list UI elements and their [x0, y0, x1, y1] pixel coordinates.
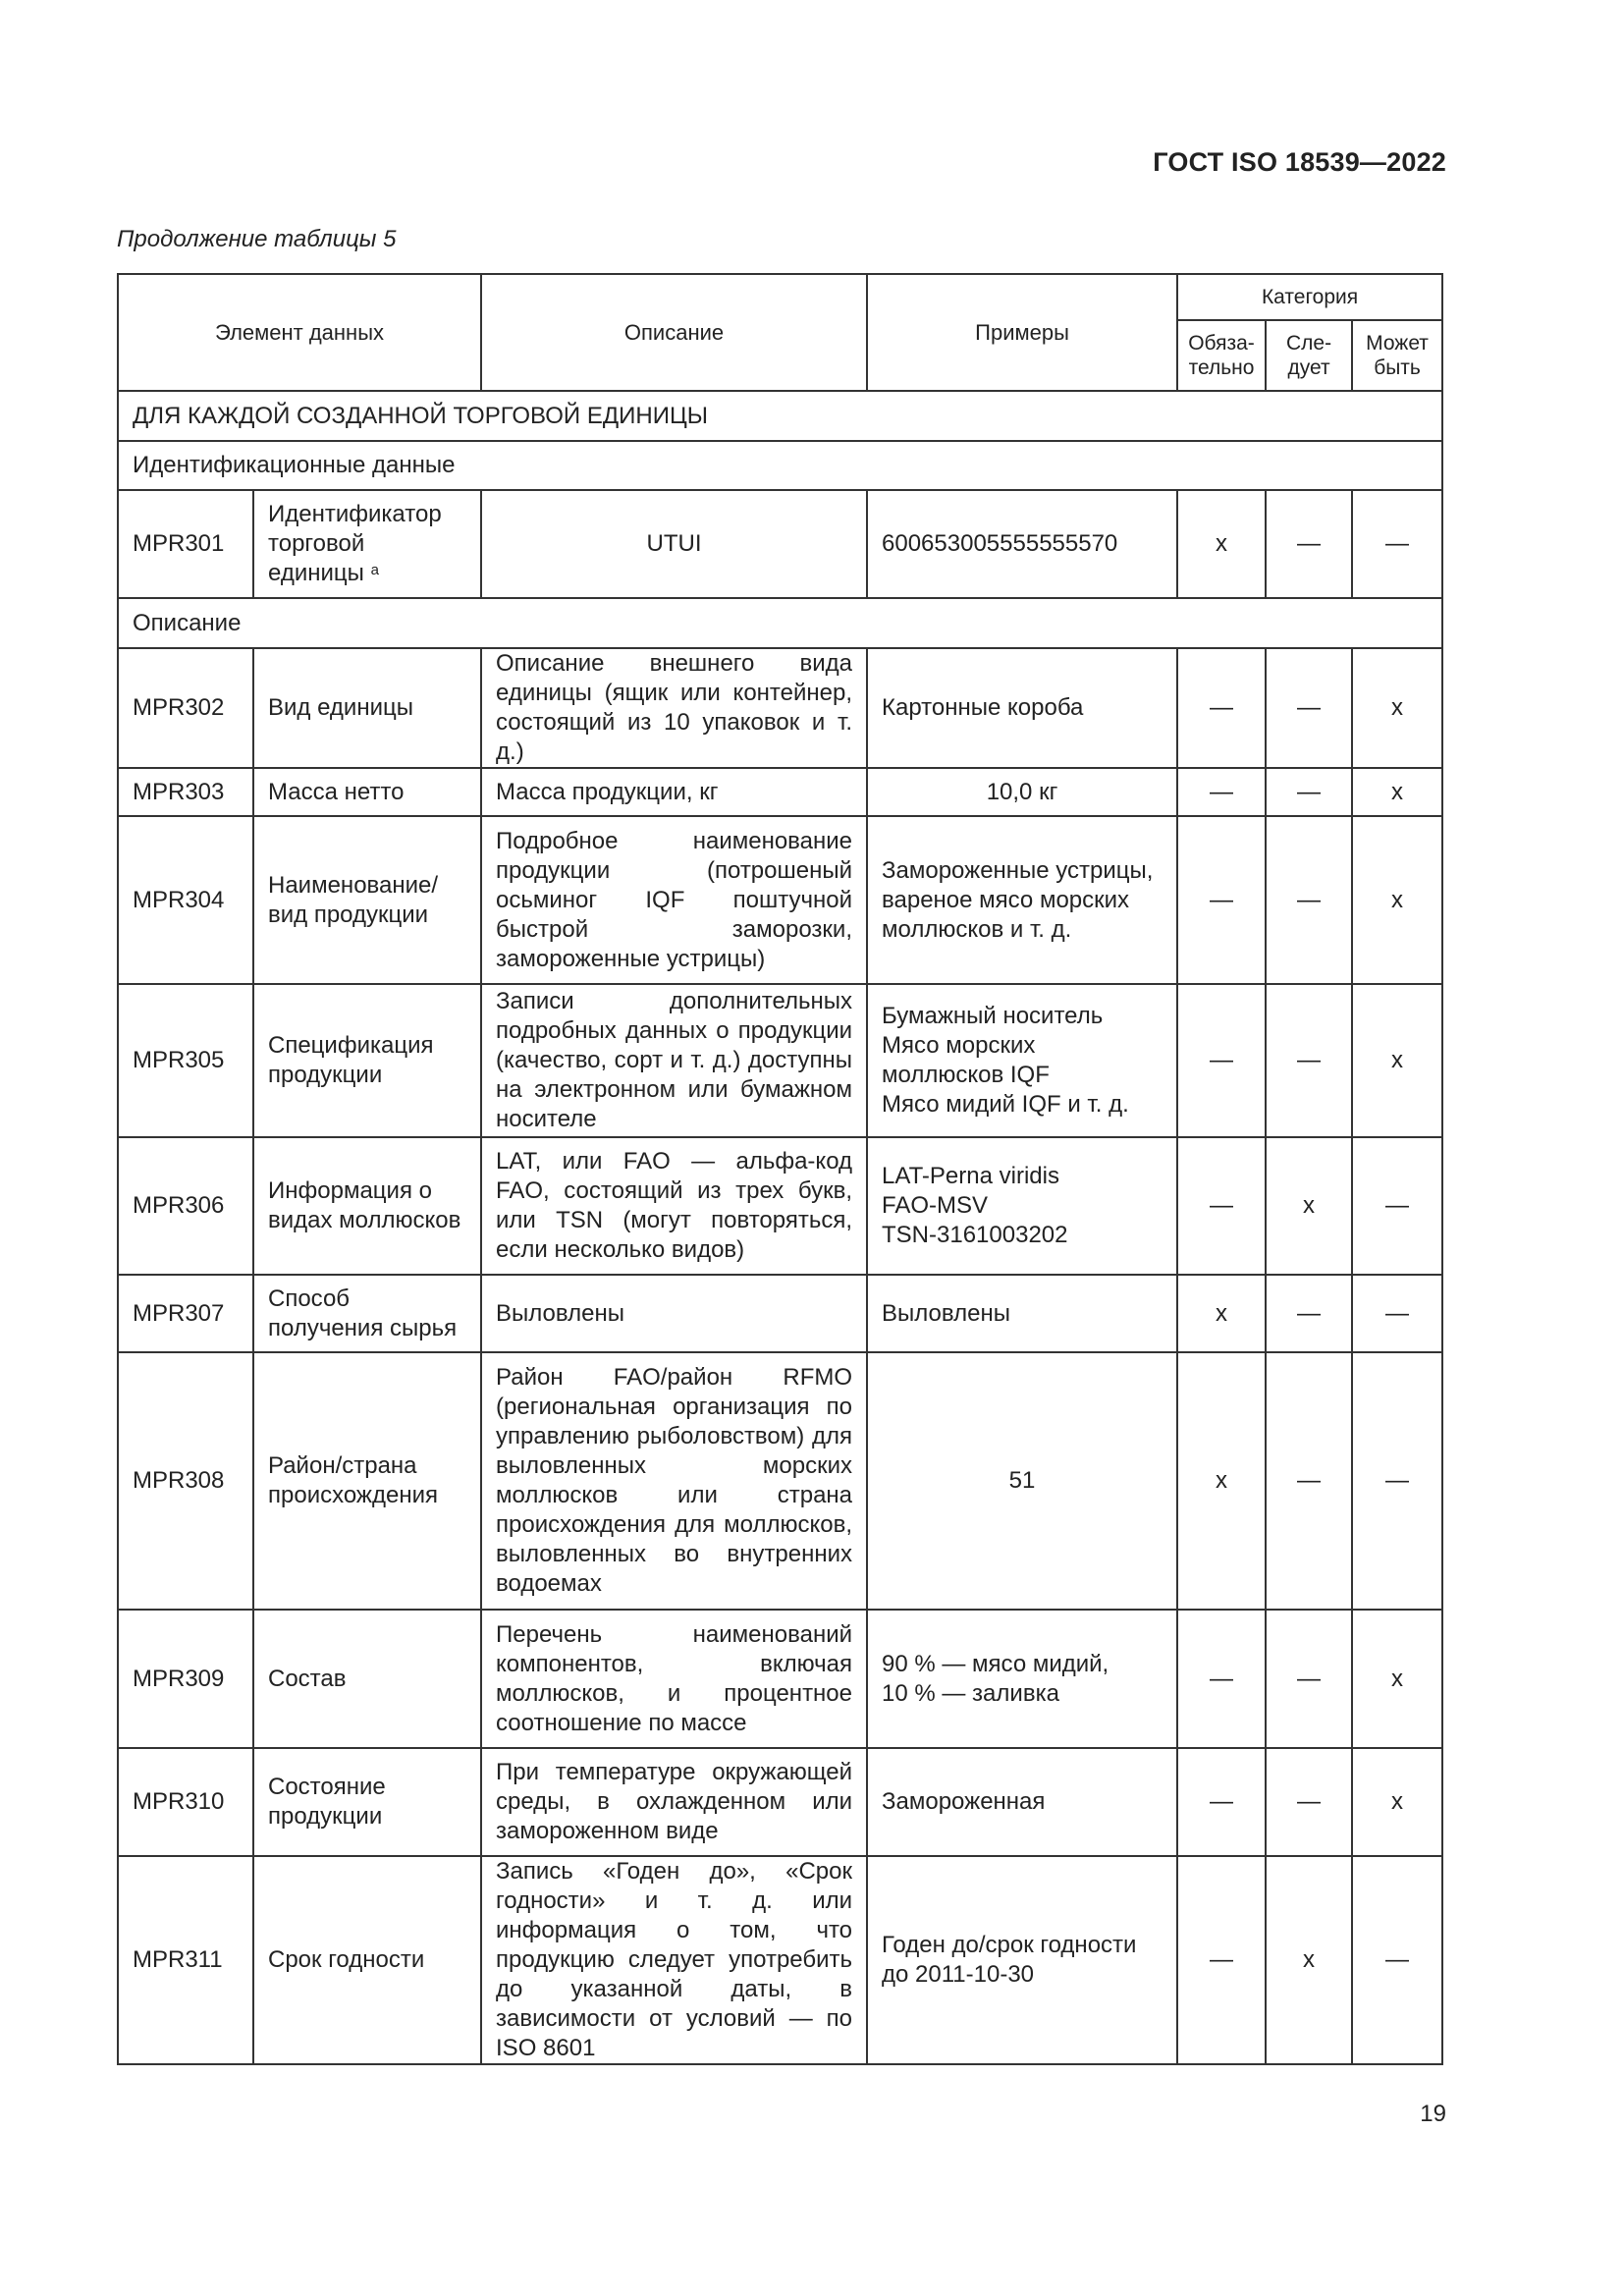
row-should: x — [1266, 1856, 1352, 2064]
row-mandatory: — — [1177, 1856, 1266, 2064]
table-row — [118, 1856, 1442, 2064]
row-name: Вид единицы — [253, 648, 481, 768]
row-example: Бумажный носитель Мясо морских моллюсков IQF Мясо мидий IQF и т. д. — [867, 984, 1177, 1137]
row-description: Перечень наименований компонентов, включая моллюсков, и процентное соотношение по массе — [481, 1610, 867, 1748]
row-name: Срок годности — [253, 1856, 481, 2064]
row-code: MPR306 — [118, 1137, 253, 1275]
row-code: MPR310 — [118, 1748, 253, 1856]
row-may: — — [1352, 1275, 1442, 1352]
table-row — [118, 984, 1442, 1137]
row-example: 51 — [867, 1352, 1177, 1610]
row-mandatory: x — [1177, 1352, 1266, 1610]
section-row — [118, 391, 1442, 441]
footnote-marker: a — [370, 562, 379, 578]
row-code: MPR308 — [118, 1352, 253, 1610]
row-may: — — [1352, 1137, 1442, 1275]
row-example: Выловлены — [867, 1275, 1177, 1352]
row-may: — — [1352, 1856, 1442, 2064]
table-row — [118, 648, 1442, 768]
row-code: MPR303 — [118, 768, 253, 816]
header-may: Может быть — [1352, 320, 1442, 391]
header-should: Сле- дует — [1266, 320, 1352, 391]
row-should: — — [1266, 1275, 1352, 1352]
row-description: Выловлены — [481, 1275, 867, 1352]
row-name-text: Идентификатор торговой единицы — [268, 501, 442, 586]
group-row — [118, 441, 1442, 490]
row-code: MPR307 — [118, 1275, 253, 1352]
row-mandatory: — — [1177, 816, 1266, 984]
header-mandatory: Обяза- тельно — [1177, 320, 1266, 391]
row-example: Замороженная — [867, 1748, 1177, 1856]
row-name: Район/страна происхождения — [253, 1352, 481, 1610]
data-table — [117, 273, 1443, 2065]
row-should: x — [1266, 1137, 1352, 1275]
row-name: Масса нетто — [253, 768, 481, 816]
row-mandatory: — — [1177, 768, 1266, 816]
row-description: Масса продукции, кг — [481, 768, 867, 816]
table-row — [118, 1352, 1442, 1610]
row-should: — — [1266, 984, 1352, 1137]
row-code: MPR311 — [118, 1856, 253, 2064]
row-should: — — [1266, 768, 1352, 816]
row-code: MPR309 — [118, 1610, 253, 1748]
table-row — [118, 1748, 1442, 1856]
row-description: LAT, или FAO — альфа-код FAO, состоящий из трех букв, или TSN (могут повторяться, если несколько видов) — [481, 1137, 867, 1275]
row-should: — — [1266, 490, 1352, 598]
group-row — [118, 598, 1442, 648]
row-code: MPR301 — [118, 490, 253, 598]
table-row — [118, 816, 1442, 984]
row-name: Информация о видах моллюсков — [253, 1137, 481, 1275]
header-row — [118, 274, 1442, 320]
row-mandatory: — — [1177, 1610, 1266, 1748]
row-description: UTUI — [481, 490, 867, 598]
row-mandatory: x — [1177, 490, 1266, 598]
row-may: x — [1352, 816, 1442, 984]
row-description: При температуре окружающей среды, в охлажденном или замороженном виде — [481, 1748, 867, 1856]
header-examples: Примеры — [867, 274, 1177, 391]
row-mandatory: — — [1177, 1137, 1266, 1275]
standard-header: ГОСТ ISO 18539—2022 — [1153, 147, 1446, 177]
row-example: LAT-Perna viridis FAO-MSV TSN-3161003202 — [867, 1137, 1177, 1275]
row-should: — — [1266, 816, 1352, 984]
row-should: — — [1266, 1352, 1352, 1610]
row-code: MPR305 — [118, 984, 253, 1137]
header-category: Категория — [1177, 274, 1442, 320]
row-name: Состав — [253, 1610, 481, 1748]
table-row — [118, 1275, 1442, 1352]
row-description: Район FAO/район RFMO (региональная организация по управлению рыболовством) для выловленных морских моллюсков или страна происхождения для моллюсков, выловленных во внутренних водоемах — [481, 1352, 867, 1610]
row-name: Спецификация продукции — [253, 984, 481, 1137]
row-description: Подробное наименование продукции (потрошеный осьминог IQF поштучной быстрой заморозки, замороженные устрицы) — [481, 816, 867, 984]
section-title: ДЛЯ КАЖДОЙ СОЗДАННОЙ ТОРГОВОЙ ЕДИНИЦЫ — [118, 391, 1442, 441]
table-row — [118, 1137, 1442, 1275]
table-row — [118, 1610, 1442, 1748]
row-name: Способ получения сырья — [253, 1275, 481, 1352]
row-example: 600653005555555570 — [867, 490, 1177, 598]
group-title: Описание — [118, 598, 1442, 648]
table-row — [118, 490, 1442, 598]
row-name — [253, 490, 481, 598]
row-may: x — [1352, 984, 1442, 1137]
header-description: Описание — [481, 274, 867, 391]
row-may: — — [1352, 490, 1442, 598]
row-should: — — [1266, 648, 1352, 768]
row-may: x — [1352, 648, 1442, 768]
row-mandatory: — — [1177, 984, 1266, 1137]
page-number: 19 — [1420, 2101, 1446, 2127]
table-caption: Продолжение таблицы 5 — [117, 226, 397, 252]
row-name: Наименование/ вид продукции — [253, 816, 481, 984]
row-code: MPR302 — [118, 648, 253, 768]
row-should: — — [1266, 1610, 1352, 1748]
row-description: Записи дополнительных подробных данных о продукции (качество, сорт и т. д.) доступны на электронном или бумажном носителе — [481, 984, 867, 1137]
group-title: Идентификационные данные — [118, 441, 1442, 490]
row-description: Описание внешнего вида единицы (ящик или контейнер, состоящий из 10 упаковок и т. д.) — [481, 648, 867, 768]
row-example: Замороженные устрицы, вареное мясо морских моллюсков и т. д. — [867, 816, 1177, 984]
row-name: Состояние продукции — [253, 1748, 481, 1856]
row-may: x — [1352, 768, 1442, 816]
row-should: — — [1266, 1748, 1352, 1856]
row-example: Годен до/срок годности до 2011-10-30 — [867, 1856, 1177, 2064]
header-element: Элемент данных — [118, 274, 481, 391]
row-may: — — [1352, 1352, 1442, 1610]
row-mandatory: — — [1177, 648, 1266, 768]
row-example: 90 % — мясо мидий, 10 % — заливка — [867, 1610, 1177, 1748]
row-description: Запись «Годен до», «Срок годности» и т. д. или информация о том, что продукцию следует употребить до указанной даты, в зависимости от условий — по ISO 8601 — [481, 1856, 867, 2064]
row-example: Картонные короба — [867, 648, 1177, 768]
row-may: x — [1352, 1610, 1442, 1748]
row-mandatory: — — [1177, 1748, 1266, 1856]
row-code: MPR304 — [118, 816, 253, 984]
row-mandatory: x — [1177, 1275, 1266, 1352]
row-may: x — [1352, 1748, 1442, 1856]
row-example: 10,0 кг — [867, 768, 1177, 816]
table-row — [118, 768, 1442, 816]
